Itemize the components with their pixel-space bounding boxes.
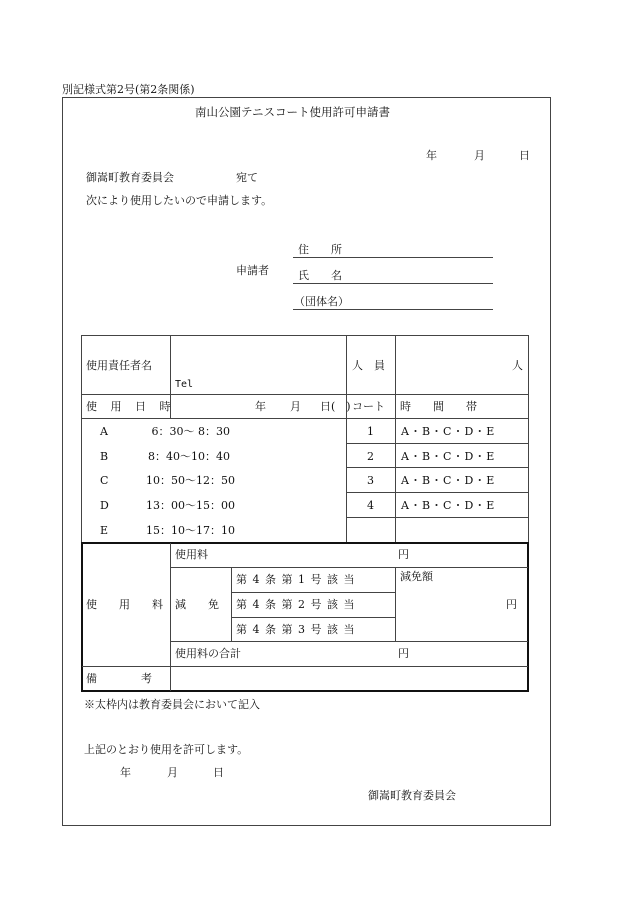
people-unit: 人 bbox=[512, 359, 523, 372]
slot-time: 15：10～17：10 bbox=[146, 524, 235, 537]
reduction-item: 第 4 条 第 3 号 該 当 bbox=[236, 623, 356, 636]
usage-fee-label: 使用料 bbox=[175, 548, 208, 561]
court-number: 4 bbox=[367, 499, 374, 512]
reduction-amount-label: 減免額 bbox=[400, 570, 433, 583]
group-line[interactable] bbox=[293, 309, 493, 310]
people-label: 人 員 bbox=[352, 359, 385, 372]
reduction-amount-yen: 円 bbox=[506, 598, 517, 611]
total-yen: 円 bbox=[398, 647, 409, 660]
date-label: 使 用 日 時 bbox=[86, 400, 176, 413]
permission-month: 月 bbox=[167, 766, 178, 779]
court-options[interactable]: A・B・C・D・E bbox=[401, 474, 496, 487]
court-options[interactable]: A・B・C・D・E bbox=[401, 425, 496, 438]
permission-text: 上記のとおり使用を許可します。 bbox=[84, 743, 249, 756]
timeslot-label: 時 間 帯 bbox=[400, 400, 477, 413]
permission-day: 日 bbox=[213, 766, 224, 779]
court-number: 2 bbox=[367, 450, 374, 463]
date-year: 年 bbox=[426, 149, 437, 162]
slot-time: 13：00～15：00 bbox=[146, 499, 235, 512]
slot-time: 10：50～12：50 bbox=[146, 474, 235, 487]
court-options[interactable]: A・B・C・D・E bbox=[401, 450, 496, 463]
note-text: ※太枠内は教育委員会において記入 bbox=[84, 698, 260, 711]
court-number: 1 bbox=[367, 425, 374, 438]
permission-year: 年 bbox=[120, 766, 131, 779]
reduction-item: 第 4 条 第 2 号 該 当 bbox=[236, 598, 356, 611]
date-row-year: 年 bbox=[255, 400, 266, 413]
tel-label: Tel bbox=[175, 379, 194, 390]
slot-letter: D bbox=[100, 499, 109, 512]
date-row-day: 日( ) bbox=[320, 400, 351, 413]
responsible-label: 使用責任者名 bbox=[86, 359, 152, 372]
fee-label: 使 用 料 bbox=[86, 598, 163, 611]
address-label: 住 所 bbox=[298, 243, 342, 256]
intro-text: 次により使用したいので申請します。 bbox=[86, 194, 273, 207]
name-label: 氏 名 bbox=[298, 269, 342, 282]
name-line[interactable] bbox=[293, 283, 493, 284]
reduction-label: 減 免 bbox=[175, 598, 219, 611]
slot-letter: A bbox=[100, 425, 108, 438]
slot-letter: B bbox=[100, 450, 109, 463]
addressee-suffix: 宛て bbox=[236, 171, 258, 184]
form-id: 別記様式第2号(第2条関係) bbox=[62, 83, 195, 96]
address-line[interactable] bbox=[293, 257, 493, 258]
remarks-label: 備 考 bbox=[86, 672, 152, 685]
date-row-month: 月 bbox=[290, 400, 301, 413]
slot-time: 8：40～10：40 bbox=[148, 450, 230, 463]
form-title: 南山公園テニスコート使用許可申請書 bbox=[195, 105, 391, 119]
usage-fee-yen: 円 bbox=[398, 548, 409, 561]
applicant-label: 申請者 bbox=[236, 264, 269, 277]
total-label: 使用料の合計 bbox=[175, 647, 241, 660]
reduction-item: 第 4 条 第 1 号 該 当 bbox=[236, 573, 356, 586]
addressee-org: 御嵩町教育委員会 bbox=[86, 171, 174, 184]
slot-letter: C bbox=[100, 474, 109, 487]
date-month: 月 bbox=[474, 149, 485, 162]
group-label: （団体名） bbox=[294, 295, 349, 308]
slot-time: 6：30～ 8：30 bbox=[151, 425, 230, 438]
court-number: 3 bbox=[367, 474, 374, 487]
court-options[interactable]: A・B・C・D・E bbox=[401, 499, 496, 512]
date-day: 日 bbox=[519, 149, 530, 162]
court-label: コート bbox=[352, 400, 385, 413]
slot-letter: E bbox=[100, 524, 109, 537]
issuer: 御嵩町教育委員会 bbox=[368, 789, 456, 802]
